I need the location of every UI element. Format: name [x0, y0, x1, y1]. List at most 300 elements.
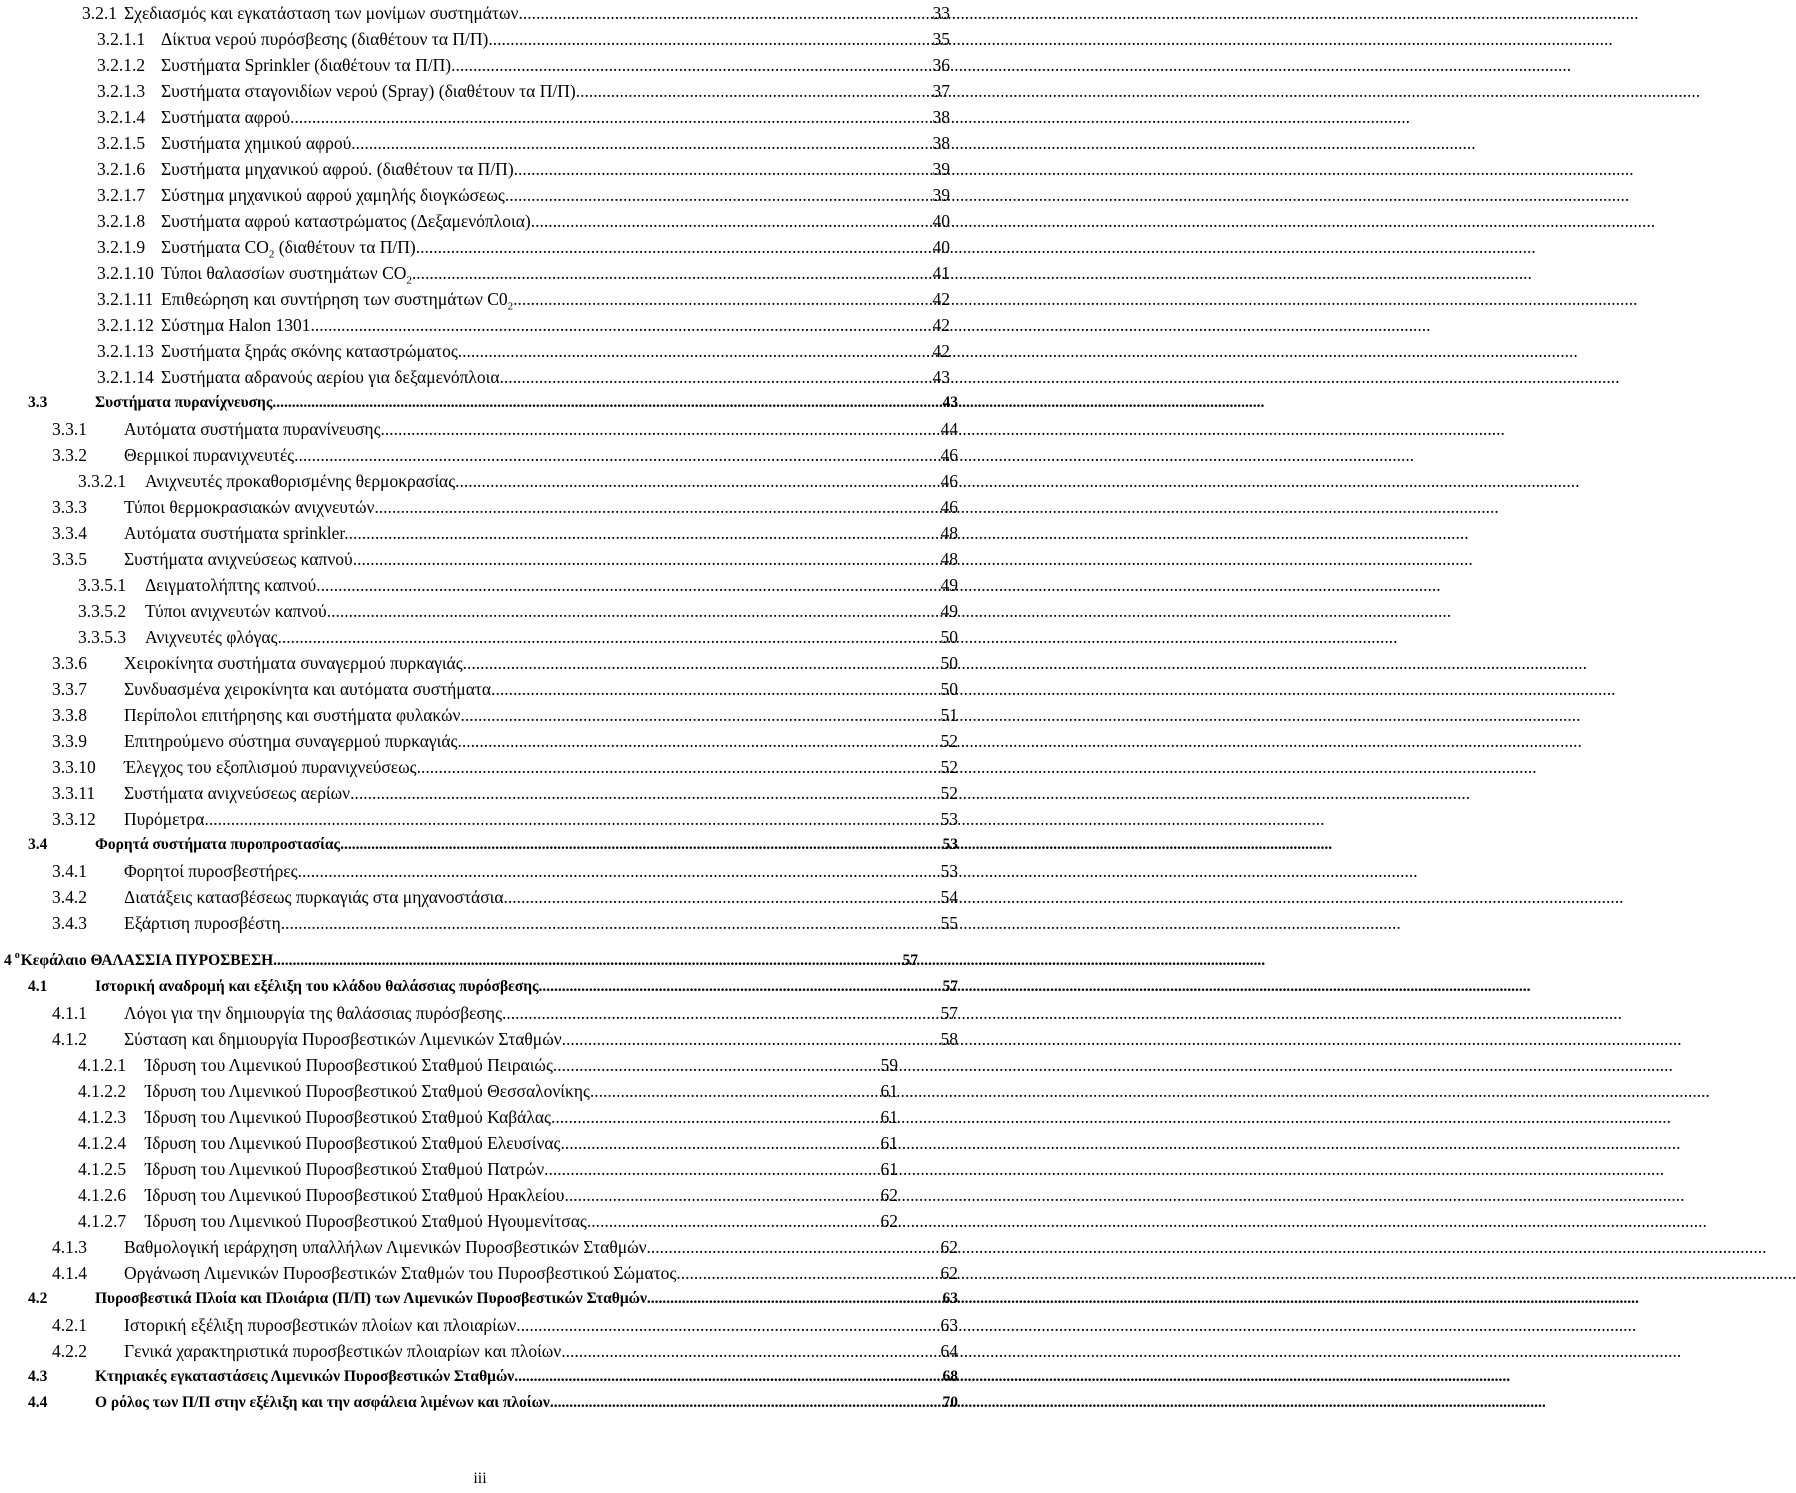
- toc-entry[interactable]: [97, 260, 950, 286]
- toc-entry-number: 4.1.2.6: [78, 1185, 127, 1205]
- toc-dot-leader: [544, 1156, 878, 1182]
- toc-entry-title: [124, 650, 467, 676]
- toc-entry-title-text: Εξάρτιση πυροσβέστη: [124, 913, 281, 933]
- toc-entry-title-text: Ο ρόλος των Π/Π στην εξέλιξη και την ασφάλεια λιμένων και πλοίων.: [95, 1394, 554, 1411]
- toc-entry-number: 3.3.5.2: [78, 601, 127, 621]
- toc-entry-number: 3.2.1.3: [97, 81, 146, 101]
- toc-entry-number: 3.4.2: [52, 887, 87, 907]
- toc-entry-title-text: Ανιχνευτές φλόγας: [145, 627, 278, 647]
- toc-dot-leader: [298, 858, 939, 884]
- toc-dot-leader: [350, 780, 938, 806]
- toc-entry-title: [124, 520, 349, 546]
- toc-dot-leader: [273, 948, 900, 974]
- toc-entry-number: 3.2.1.5: [97, 133, 146, 153]
- toc-entry[interactable]: [52, 910, 958, 936]
- toc-page-number: 59: [880, 1055, 898, 1075]
- toc-entry-title-text: Ιστορική αναδρομή και εξέλιξη του κλάδου θαλάσσιας πυρόσβεσης: [95, 978, 539, 995]
- toc-entry-number: 3.3.4: [52, 523, 87, 543]
- toc-dot-leader: [676, 1260, 938, 1286]
- toc-entry-number: 4.2: [28, 1290, 48, 1307]
- toc-page-number: 61: [880, 1107, 898, 1127]
- toc-entry[interactable]: [97, 130, 950, 156]
- toc-entry-number: 3.3.5.3: [78, 627, 127, 647]
- toc-entry[interactable]: [28, 390, 958, 416]
- toc-page-number: 42: [932, 341, 950, 361]
- toc-dot-leader: [580, 78, 930, 104]
- toc-entry-number: 3.3.2: [52, 445, 87, 465]
- toc-entry[interactable]: [78, 624, 958, 650]
- toc-entry-number: 4.2.1: [52, 1315, 87, 1335]
- toc-entry[interactable]: [52, 1000, 958, 1026]
- toc-entry-number: 3.4.1: [52, 861, 87, 881]
- toc-dot-leader: [379, 494, 939, 520]
- toc-page-number: 62: [880, 1211, 898, 1231]
- toc-entry-title: [145, 624, 278, 650]
- toc-page-number: 39: [932, 159, 950, 179]
- toc-entry-number: 3.2.1.9: [97, 237, 146, 257]
- toc-entry[interactable]: [52, 702, 958, 728]
- toc-entry[interactable]: [52, 884, 958, 910]
- toc-page-number: 63: [942, 1290, 958, 1307]
- toc-entry-subscript: 2: [507, 300, 514, 313]
- toc-entry[interactable]: [52, 650, 958, 676]
- toc-page-number: 41: [932, 263, 950, 283]
- toc-entry-number: 3.4.3: [52, 913, 87, 933]
- toc-entry[interactable]: [52, 1026, 958, 1052]
- toc-entry[interactable]: [52, 806, 958, 832]
- toc-dot-leader: [321, 572, 939, 598]
- toc-dot-leader: [500, 364, 931, 390]
- toc-dot-leader: [562, 1026, 939, 1052]
- toc-entry-title-text: Δίκτυα νερού πυρόσβεσης (διαθέτουν τα Π/Π).: [161, 29, 493, 49]
- toc-entry[interactable]: [97, 78, 950, 104]
- toc-entry[interactable]: [82, 0, 950, 26]
- toc-entry-number: 3.3.9: [52, 731, 87, 751]
- toc-entry[interactable]: [78, 1208, 898, 1234]
- toc-entry-title-text: Συστήματα αδρανούς αερίου για δεξαμενόπλοια: [161, 367, 500, 387]
- toc-dot-leader: [551, 1104, 879, 1130]
- toc-entry-title: [124, 494, 379, 520]
- toc-entry-title-text: Τύποι θερμοκρασιακών ανιχνευτών.: [124, 497, 379, 517]
- toc-entry-title-text: Επιθεώρηση και συντήρηση των συστημάτων C0: [161, 289, 508, 309]
- toc-entry[interactable]: [52, 754, 958, 780]
- toc-dot-leader: [518, 0, 930, 26]
- toc-entry-number: 3.2.1.2: [97, 55, 146, 75]
- toc-entry-title-text: Κτηριακές εγκαταστάσεις Λιμενικών Πυροσβεστικών Σταθμών.: [95, 1368, 519, 1385]
- toc-entry-title: [124, 546, 353, 572]
- toc-entry[interactable]: [97, 312, 950, 338]
- toc-page-number: 53: [942, 836, 958, 853]
- toc-page-number: 42: [932, 289, 950, 309]
- toc-page-number: 63: [940, 1315, 958, 1335]
- toc-page-number: 50: [940, 679, 958, 699]
- toc-entry-title-text: Αυτόματα συστήματα πυρανίνευσης.: [124, 419, 385, 439]
- toc-dot-leader: [587, 1208, 879, 1234]
- toc-page-number: 49: [940, 601, 958, 621]
- toc-dot-leader: [331, 598, 938, 624]
- toc-entry-title: [124, 858, 298, 884]
- toc-dot-leader: [278, 624, 939, 650]
- toc-entry[interactable]: [97, 52, 950, 78]
- toc-entry[interactable]: [52, 416, 958, 442]
- toc-entry-title: [124, 1260, 676, 1286]
- toc-entry[interactable]: [52, 1312, 958, 1338]
- toc-entry-title: [161, 338, 458, 364]
- toc-page-number: 62: [940, 1263, 958, 1283]
- toc-entry[interactable]: [28, 832, 958, 858]
- toc-entry-number: 3.3.5: [52, 549, 87, 569]
- toc-dot-leader: [281, 910, 939, 936]
- toc-entry-title: [145, 1182, 564, 1208]
- toc-entry-title-text: Συνδυασμένα χειροκίνητα και αυτόματα συστήματα.: [124, 679, 496, 699]
- toc-dot-leader: [416, 234, 931, 260]
- toc-dot-leader: [451, 52, 930, 78]
- toc-entry[interactable]: [78, 468, 958, 494]
- toc-page-number: 54: [940, 887, 958, 907]
- toc-entry-number: 3.2.1.13: [97, 341, 154, 361]
- toc-entry-number: 3.2.1.6: [97, 159, 146, 179]
- toc-page-number: 42: [932, 315, 950, 335]
- toc-page-number: 64: [940, 1341, 958, 1361]
- toc-page-number: 33: [932, 3, 950, 23]
- toc-page-number: 51: [940, 705, 958, 725]
- toc-page-number: 36: [932, 55, 950, 75]
- toc-entry-number: 4: [4, 952, 12, 969]
- toc-entry-title: [124, 1026, 562, 1052]
- toc-entry[interactable]: [78, 1182, 898, 1208]
- toc-dot-leader: [311, 312, 931, 338]
- toc-entry[interactable]: [97, 156, 950, 182]
- toc-entry-title-text: Γενικά χαρακτηριστικά πυροσβεστικών πλοιαρίων και πλοίων: [124, 1341, 562, 1361]
- toc-entry-number: 3.3.6: [52, 653, 87, 673]
- toc-entry-title: [161, 156, 514, 182]
- toc-entry-title: [145, 1104, 551, 1130]
- toc-page-number: 48: [940, 523, 958, 543]
- toc-entry-title-text: Ίδρυση του Λιμενικού Πυροσβεστικού Σταθμού Πειραιώς: [145, 1055, 553, 1075]
- toc-entry-title: [95, 832, 340, 858]
- toc-page-number: 55: [940, 913, 958, 933]
- toc-dot-leader: [504, 884, 939, 910]
- toc-entry-number: 4.1.2.4: [78, 1133, 127, 1153]
- toc-entry[interactable]: [52, 520, 958, 546]
- toc-entry-number: 3.3.5.1: [78, 575, 127, 595]
- toc-entry-title: [161, 130, 356, 156]
- toc-dot-leader: [647, 1234, 939, 1260]
- toc-page-number: 53: [940, 861, 958, 881]
- toc-dot-leader: [647, 1286, 941, 1312]
- toc-dot-leader: [539, 974, 941, 1000]
- toc-entry-title-suffix: .: [513, 289, 518, 309]
- toc-dot-leader: [294, 442, 938, 468]
- toc-page-number: 50: [940, 627, 958, 647]
- toc-entry-title-text: Συστήματα ανιχνεύσεως καπνού: [124, 549, 353, 569]
- toc-page-number: 58: [940, 1029, 958, 1049]
- toc-page-number: 46: [940, 497, 958, 517]
- toc-entry-title: [124, 0, 518, 26]
- toc-entry-title: [21, 948, 273, 974]
- toc-entry-number: 4.1: [28, 978, 48, 995]
- toc-page-number: 46: [940, 471, 958, 491]
- toc-dot-leader: [535, 208, 930, 234]
- toc-entry-title: [145, 1208, 587, 1234]
- toc-entry[interactable]: [28, 1364, 958, 1390]
- toc-entry-title-text: Διατάξεις κατασβέσεως πυρκαγιάς στα μηχανοστάσια: [124, 887, 504, 907]
- toc-dot-leader: [462, 728, 939, 754]
- toc-entry-title: [161, 208, 535, 234]
- toc-entry-title-text: Συστήματα ανιχνεύσεως αερίων: [124, 783, 351, 803]
- toc-dot-leader: [554, 1390, 941, 1416]
- toc-entry-number: 3.2.1.11: [97, 289, 154, 309]
- toc-entry-title: [124, 806, 204, 832]
- toc-entry-title-text: Κεφάλαιο ΘΑΛΑΣΣΙΑ ΠΥΡΟΣΒΕΣΗ: [20, 952, 274, 969]
- toc-entry[interactable]: [52, 1234, 958, 1260]
- toc-entry[interactable]: [78, 1078, 898, 1104]
- toc-dot-leader: [564, 1182, 878, 1208]
- toc-entry[interactable]: [97, 364, 950, 390]
- toc-dot-leader: [560, 1130, 878, 1156]
- toc-entry-title-text: Συστήματα CO: [161, 237, 269, 257]
- toc-entry[interactable]: [52, 858, 958, 884]
- toc-dot-leader: [412, 260, 931, 286]
- toc-entry-title: [145, 1078, 590, 1104]
- toc-dot-leader: [385, 416, 939, 442]
- toc-page-number: 61: [880, 1133, 898, 1153]
- toc-entry-title: [124, 702, 460, 728]
- toc-entry-title: [124, 754, 417, 780]
- toc-entry-title-text: Ίδρυση του Λιμενικού Πυροσβεστικού Σταθμού Πατρών: [145, 1159, 545, 1179]
- toc-entry[interactable]: [97, 286, 950, 312]
- toc-dot-leader: [349, 520, 939, 546]
- toc-entry[interactable]: [52, 1338, 958, 1364]
- toc-entry-ordinal: ο: [14, 950, 20, 961]
- toc-page-number: 38: [932, 107, 950, 127]
- toc-entry-number: 4.1.1: [52, 1003, 87, 1023]
- toc-entry-number: 4.2.2: [52, 1341, 87, 1361]
- toc-entry-title-text: Σχεδιασμός και εγκατάσταση των μονίμων συστημάτων: [124, 3, 519, 23]
- toc-entry-title-text: Βαθμολογική ιεράρχηση υπαλλήλων Λιμενικών Πυροσβεστικών Σταθμών: [124, 1237, 647, 1257]
- toc-dot-leader: [502, 1000, 938, 1026]
- toc-dot-leader: [553, 1052, 879, 1078]
- toc-dot-leader: [509, 182, 930, 208]
- toc-entry-title: [95, 1286, 647, 1312]
- toc-page-number: 44: [940, 419, 958, 439]
- toc-entry-number: 3.3.2.1: [78, 471, 127, 491]
- toc-entry[interactable]: [78, 598, 958, 624]
- toc-entry[interactable]: [52, 728, 958, 754]
- toc-page-number: 35: [932, 29, 950, 49]
- toc-entry[interactable]: [97, 208, 950, 234]
- toc-entry-number: 3.3.8: [52, 705, 87, 725]
- toc-entry-number: 3.2.1.14: [97, 367, 154, 387]
- toc-dot-leader: [467, 650, 938, 676]
- toc-entry-title: [124, 416, 385, 442]
- toc-entry[interactable]: [78, 1156, 898, 1182]
- toc-chapter-heading[interactable]: [4, 948, 918, 974]
- toc-page-number: 49: [940, 575, 958, 595]
- toc-page-number: 57: [940, 1003, 958, 1023]
- toc-entry-number: 3.2.1: [82, 3, 117, 23]
- toc-entry-title: [124, 442, 294, 468]
- toc-entry[interactable]: [52, 676, 958, 702]
- toc-entry-number: 3.2.1.12: [97, 315, 154, 335]
- toc-entry-number: 4.3: [28, 1368, 48, 1385]
- toc-entry-title-text: Πυροσβεστικά Πλοία και Πλοιάρια (Π/Π) των Λιμενικών Πυροσβεστικών Σταθμών: [95, 1290, 647, 1307]
- toc-entry-subscript: 2: [406, 274, 412, 287]
- toc-entry-title-text: Ίδρυση του Λιμενικού Πυροσβεστικού Σταθμού Ηγουμενίτσας: [145, 1211, 587, 1231]
- toc-page-number: 50: [940, 653, 958, 673]
- toc-entry-title: [161, 104, 290, 130]
- toc-page-number: 68: [942, 1368, 958, 1385]
- toc-entry-title: [95, 1364, 518, 1390]
- toc-entry-title-text: Συστήματα σταγονιδίων νερού (Spray) (διαθέτουν τα Π/Π).: [161, 81, 581, 101]
- toc-entry-title-text: Λόγοι για την δημιουργία της θαλάσσιας πυρόσβεσης: [124, 1003, 503, 1023]
- toc-entry-number: 3.2.1.7: [97, 185, 146, 205]
- toc-page-number: 57: [902, 952, 918, 969]
- toc-entry-title-text: Συστήματα Sprinkler (διαθέτουν τα Π/Π): [161, 55, 452, 75]
- toc-entry[interactable]: [97, 26, 950, 52]
- toc-page-number: 48: [940, 549, 958, 569]
- toc-entry-title: [161, 312, 311, 338]
- toc-entry-title: [124, 676, 495, 702]
- toc-dot-leader: [353, 546, 939, 572]
- toc-entry-title-text: Σύσταση και δημιουργία Πυροσβεστικών Λιμενικών Σταθμών: [124, 1029, 562, 1049]
- toc-entry[interactable]: [28, 1390, 958, 1416]
- toc-entry-title: [145, 1156, 544, 1182]
- toc-entry[interactable]: [52, 442, 958, 468]
- toc-entry-title: [124, 1000, 502, 1026]
- toc-entry-title: [145, 572, 321, 598]
- toc-entry-number: 4.1.2: [52, 1029, 87, 1049]
- toc-dot-leader: [272, 390, 940, 416]
- toc-entry-title-text: Οργάνωση Λιμενικών Πυροσβεστικών Σταθμών του Πυροσβεστικού Σώματος: [124, 1263, 677, 1283]
- toc-entry-title: [95, 390, 272, 416]
- toc-dot-leader: [460, 468, 939, 494]
- toc-entry-title-text: Συστήματα ξηράς σκόνης καταστρώματος: [161, 341, 458, 361]
- toc-entry-title-text: Επιτηρούμενο σύστημα συναγερμού πυρκαγιάς.: [124, 731, 462, 751]
- toc-entry-title-text: Φορητοί πυροσβεστήρες: [124, 861, 298, 881]
- toc-entry-title-text: Περίπολοι επιτήρησης και συστήματα φυλακών: [124, 705, 461, 725]
- toc-entry-number: 3.3: [28, 394, 48, 411]
- toc-entry-number: 4.1.2.5: [78, 1159, 127, 1179]
- toc-entry-title-text: Θερμικοί πυρανιχνευτές: [124, 445, 295, 465]
- toc-entry-title-text: Ίδρυση του Λιμενικού Πυροσβεστικού Σταθμού Θεσσαλονίκης: [145, 1081, 590, 1101]
- toc-entry[interactable]: [28, 1286, 958, 1312]
- toc-entry-title: [145, 1052, 553, 1078]
- toc-entry-number: 4.1.2.1: [78, 1055, 127, 1075]
- toc-page-number: 70: [942, 1394, 958, 1411]
- toc-page-number: 46: [940, 445, 958, 465]
- toc-entry-title-text: Έλεγχος του εξοπλισμού πυρανιχνεύσεως: [124, 757, 417, 777]
- toc-entry-title: [124, 780, 350, 806]
- toc-entry[interactable]: [78, 572, 958, 598]
- toc-entry[interactable]: [97, 104, 950, 130]
- toc-page-number: 61: [880, 1159, 898, 1179]
- toc-entry-number: 3.3.11: [52, 783, 96, 803]
- toc-page-number: 52: [940, 783, 958, 803]
- toc-dot-leader: [514, 156, 931, 182]
- toc-entry[interactable]: [97, 182, 950, 208]
- toc-entry-title-text: Συστήματα μηχανικού αφρού. (διαθέτουν τα Π/Π): [161, 159, 514, 179]
- toc-entry[interactable]: [97, 234, 950, 260]
- toc-entry-title: [124, 1338, 561, 1364]
- toc-entry-title: [124, 910, 281, 936]
- toc-entry-title: [124, 884, 504, 910]
- toc-page-number: 40: [932, 237, 950, 257]
- toc-dot-leader: [561, 1338, 938, 1364]
- toc-dot-leader: [204, 806, 938, 832]
- toc-dot-leader: [340, 832, 940, 858]
- toc-entry-title-text: Φορητά συστήματα πυροπροστασίας: [95, 836, 341, 853]
- toc-entry-title: [161, 182, 509, 208]
- toc-entry-title: [124, 1234, 647, 1260]
- toc-entry[interactable]: [97, 338, 950, 364]
- toc-entry-title-suffix: (διαθέτουν τα Π/Π): [274, 237, 416, 257]
- toc-entry-title: [161, 26, 493, 52]
- toc-entry-title: [95, 974, 539, 1000]
- toc-entry-title-text: Συστήματα αφρού: [161, 107, 291, 127]
- toc-dot-leader: [458, 338, 931, 364]
- toc-entry-title: [145, 1130, 560, 1156]
- toc-entry[interactable]: [28, 974, 958, 1000]
- toc-entry-title: [161, 52, 451, 78]
- toc-entry-number: 3.4: [28, 836, 48, 853]
- toc-entry-number: 4.1.4: [52, 1263, 87, 1283]
- toc-dot-leader: [417, 754, 939, 780]
- toc-page-number: 38: [932, 133, 950, 153]
- toc-entry-number: 4.1.3: [52, 1237, 87, 1257]
- toc-entry-title: [161, 364, 500, 390]
- toc-entry[interactable]: [52, 1260, 958, 1286]
- toc-entry-title-text: Ίδρυση του Λιμενικού Πυροσβεστικού Σταθμού Καβάλας: [145, 1107, 551, 1127]
- toc-entry-title-text: Συστήματα πυρανίχνευσης: [95, 394, 273, 411]
- toc-entry-title-text: Σύστημα μηχανικού αφρού χαμηλής διογκώσεως.: [161, 185, 510, 205]
- toc-entry-number: 4.1.2.3: [78, 1107, 127, 1127]
- toc-entry-number: 3.3.10: [52, 757, 96, 777]
- toc-dot-leader: [460, 702, 938, 728]
- toc-page-number: 62: [940, 1237, 958, 1257]
- toc-entry-title: [161, 78, 580, 104]
- toc-entry[interactable]: [52, 494, 958, 520]
- toc-entry-title-text: Χειροκίνητα συστήματα συναγερμού πυρκαγιάς.: [124, 653, 468, 673]
- toc-dot-leader: [516, 1312, 938, 1338]
- toc-entry-number: 3.2.1.8: [97, 211, 146, 231]
- toc-entry-title-text: Συστήματα χημικού αφρού.: [161, 133, 356, 153]
- toc-entry[interactable]: [52, 546, 958, 572]
- toc-entry-title-text: Δειγματολήπτης καπνού.: [145, 575, 321, 595]
- page-number: iii: [473, 1470, 487, 1487]
- toc-entry-title: [124, 728, 462, 754]
- toc-entry[interactable]: [78, 1052, 898, 1078]
- toc-page-number: 57: [942, 978, 958, 995]
- toc-entry-title: [145, 598, 331, 624]
- toc-entry-title: [95, 1390, 554, 1416]
- toc-entry-number: 3.2.1.4: [97, 107, 146, 127]
- toc-entry[interactable]: [78, 1130, 898, 1156]
- toc-entry-title-text: Συστήματα αφρού καταστρώματος (Δεξαμενόπλοια).: [161, 211, 536, 231]
- toc-page-number: 52: [940, 731, 958, 751]
- toc-dot-leader: [290, 104, 930, 130]
- toc-entry-title-text: Ίδρυση του Λιμενικού Πυροσβεστικού Σταθμού Ελευσίνας: [145, 1133, 561, 1153]
- toc-entry-number: 3.2.1.1: [97, 29, 146, 49]
- toc-entry-number: 3.3.1: [52, 419, 87, 439]
- toc-entry[interactable]: [52, 780, 958, 806]
- toc-page-number: 43: [942, 394, 958, 411]
- toc-entry[interactable]: [78, 1104, 898, 1130]
- toc-entry-title-text: Ίδρυση του Λιμενικού Πυροσβεστικού Σταθμού Ηρακλείου: [145, 1185, 565, 1205]
- toc-entry-number: 4.1.2.7: [78, 1211, 127, 1231]
- toc-entry-title-text: Σύστημα Halon 1301: [161, 315, 311, 335]
- toc-page-number: 52: [940, 757, 958, 777]
